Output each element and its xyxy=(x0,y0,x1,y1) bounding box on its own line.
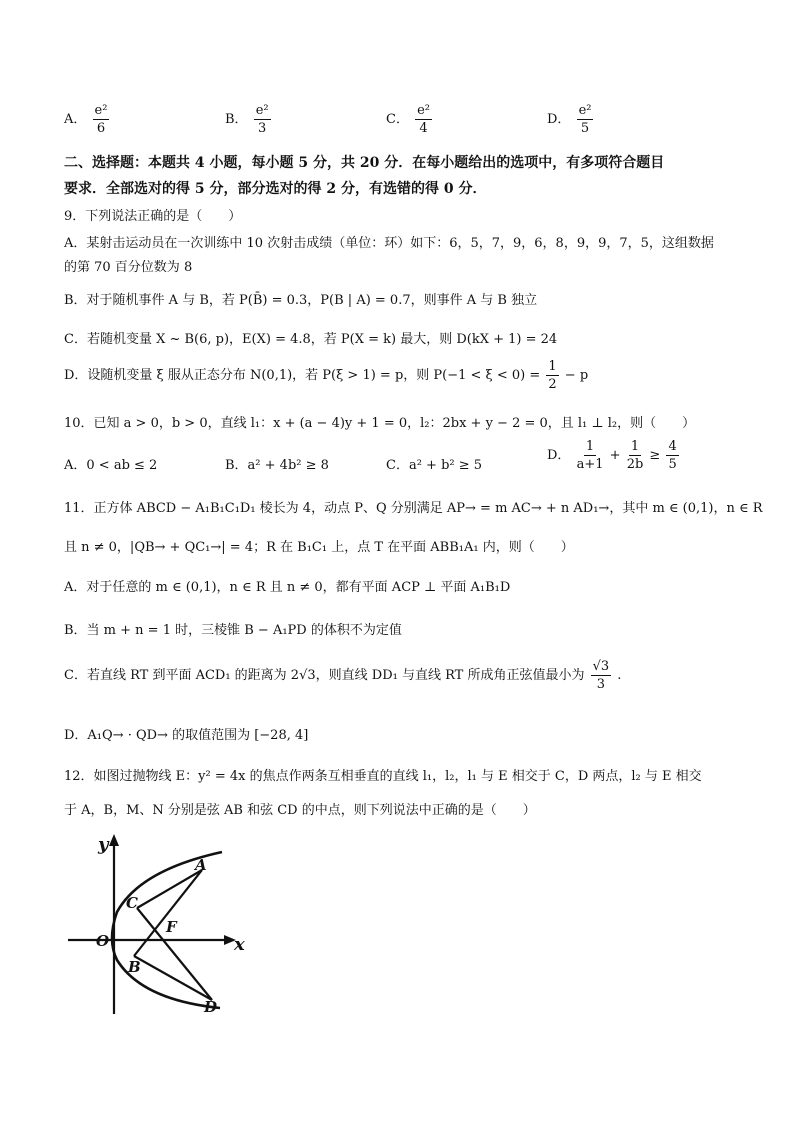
q10-stem: 10．已知 a > 0，b > 0，直线 l₁：x + (a − 4)y + 1 = 0，l₂：2bx + y − 2 = 0，且 l₁ ⊥ l₂，则（ ） xyxy=(64,416,696,431)
q10-option-d-fraction2 xyxy=(627,440,644,471)
chord-bd xyxy=(134,956,212,1000)
point-c-label: C xyxy=(126,894,138,912)
q10-option-d-label: D． xyxy=(547,448,571,463)
q12-stem-line1: 12．如图过抛物线 E：y² = 4x 的焦点作两条互相垂直的直线 l₁，l₂，l₁ 与 E 相交于 C，D 两点，l₂ 与 E 相交 xyxy=(64,769,702,784)
plus-sign: + xyxy=(609,448,621,463)
fraction-numerator: 1 xyxy=(585,439,595,454)
q11-option-a: A．对于任意的 m ∈ (0,1)，n ∈ R 且 n ≠ 0，都有平面 ACP ⊥ 平面 A₁B₁D xyxy=(64,580,511,595)
q8-option-c xyxy=(386,104,434,135)
y-axis-label: y xyxy=(98,834,109,855)
fraction-numerator: √3 xyxy=(592,659,610,674)
point-b-label: B xyxy=(128,958,141,976)
q10-option-d-fraction3 xyxy=(666,440,678,471)
q11-option-b: B．当 m + n = 1 时，三棱锥 B − A₁PD 的体积不为定值 xyxy=(64,623,402,638)
section2-heading-line1: 二、选择题：本题共 4 小题，每小题 5 分，共 20 分．在每小题给出的选项中，有多项符合题目 xyxy=(64,155,665,171)
q9-stem: 9．下列说法正确的是（ ） xyxy=(64,209,242,224)
q11-stem-line1: 11．正方体 ABCD − A₁B₁C₁D₁ 棱长为 4，动点 P、Q 分别满足 AP→ = m AC→ + n AD₁→，其中 m ∈ (0,1)，n ∈ R xyxy=(64,501,763,516)
fraction-numerator: e² xyxy=(94,103,108,118)
q11-option-c-tail: . xyxy=(617,668,622,683)
y-axis-arrow-icon xyxy=(109,834,119,846)
q11-stem-line2: 且 n ≠ 0，|QB→ + QC₁→| = 4；R 在 B₁C₁ 上，点 T 在平面 ABB₁A₁ 内，则（ ） xyxy=(64,540,574,555)
q8-option-b-fraction xyxy=(254,104,271,135)
q8-option-a xyxy=(64,104,111,135)
fraction-numerator: e² xyxy=(417,103,430,118)
fraction-numerator: 1 xyxy=(630,439,640,454)
q9-option-d-tail: − p xyxy=(564,368,589,383)
q10-option-a: A．0 < ab ≤ 2 xyxy=(64,458,158,473)
q10-option-b: B．a² + 4b² ≥ 8 xyxy=(225,458,329,473)
fraction-denominator: 3 xyxy=(596,677,606,692)
q9-option-c: C．若随机变量 X ~ B(6, p)，E(X) = 4.8，若 P(X = k) 最大，则 D(kX + 1) = 24 xyxy=(64,332,558,347)
q8-option-a-fraction xyxy=(93,104,110,135)
q8-option-d-fraction xyxy=(577,104,594,135)
q10-option-d-fraction1 xyxy=(577,440,604,471)
q9-option-d xyxy=(64,360,588,391)
section2-heading-line2: 要求．全部选对的得 5 分，部分选对的得 2 分，有选错的得 0 分． xyxy=(64,181,487,197)
q10-option-c: C．a² + b² ≥ 5 xyxy=(386,458,483,473)
focus-label: F xyxy=(166,918,177,936)
q8-option-b-label: B． xyxy=(225,112,248,127)
q10-option-d xyxy=(547,440,681,471)
ge-sign: ≥ xyxy=(649,448,661,463)
fraction-denominator: 6 xyxy=(96,121,106,136)
fraction-numerator: 4 xyxy=(668,439,677,454)
origin-label: O xyxy=(96,932,110,950)
fraction-numerator: e² xyxy=(255,103,269,118)
fraction-numerator: 1 xyxy=(548,359,557,374)
q11-option-c-fraction xyxy=(591,660,612,691)
point-d-label: D xyxy=(204,998,218,1016)
q8-option-c-label: C． xyxy=(386,112,409,127)
q9-option-a-line1: A．某射击运动员在一次训练中 10 次射击成绩（单位：环）如下：6，5，7，9，6，8，9，9，7，5，这组数据 xyxy=(64,236,714,251)
q8-option-b xyxy=(225,104,273,135)
parabola-figure xyxy=(62,832,252,1022)
q12-stem-line2: 于 A，B，M、N 分别是弦 AB 和弦 CD 的中点，则下列说法中正确的是（ ） xyxy=(64,803,536,818)
fraction-denominator: a+1 xyxy=(576,457,604,472)
fraction-denominator: 4 xyxy=(419,121,428,136)
q9-option-d-fraction xyxy=(546,360,558,391)
fraction-numerator: e² xyxy=(578,103,592,118)
q8-option-d-label: D． xyxy=(547,112,571,127)
q8-option-d xyxy=(547,104,595,135)
fraction-denominator: 5 xyxy=(668,457,677,472)
q9-option-a-line2: 的第 70 百分位数为 8 xyxy=(64,260,193,275)
fraction-denominator: 3 xyxy=(258,121,267,136)
q9-option-b: B．对于随机事件 A 与 B，若 P(B̄) = 0.3，P(B | A) = 0.7，则事件 A 与 B 独立 xyxy=(64,293,538,308)
q8-option-c-fraction xyxy=(415,104,432,135)
q11-option-c-text: C．若直线 RT 到平面 ACD₁ 的距离为 2√3，则直线 DD₁ 与直线 RT 所成角正弦值最小为 xyxy=(64,668,585,683)
q11-option-d: D．A₁Q→ · QD→ 的取值范围为 [−28, 4] xyxy=(64,728,309,743)
x-axis-label: x xyxy=(234,934,245,955)
q11-option-c xyxy=(64,660,621,691)
fraction-denominator: 5 xyxy=(580,121,590,136)
q9-option-d-text: D．设随机变量 ξ 服从正态分布 N(0,1)，若 P(ξ > 1) = p，则 P(−1 < ξ < 0) = xyxy=(64,368,541,383)
q8-option-a-label: A． xyxy=(64,112,87,127)
point-a-label: A xyxy=(195,856,207,874)
fraction-denominator: 2b xyxy=(626,457,644,472)
chord-ac xyxy=(137,870,202,908)
fraction-denominator: 2 xyxy=(548,377,557,392)
